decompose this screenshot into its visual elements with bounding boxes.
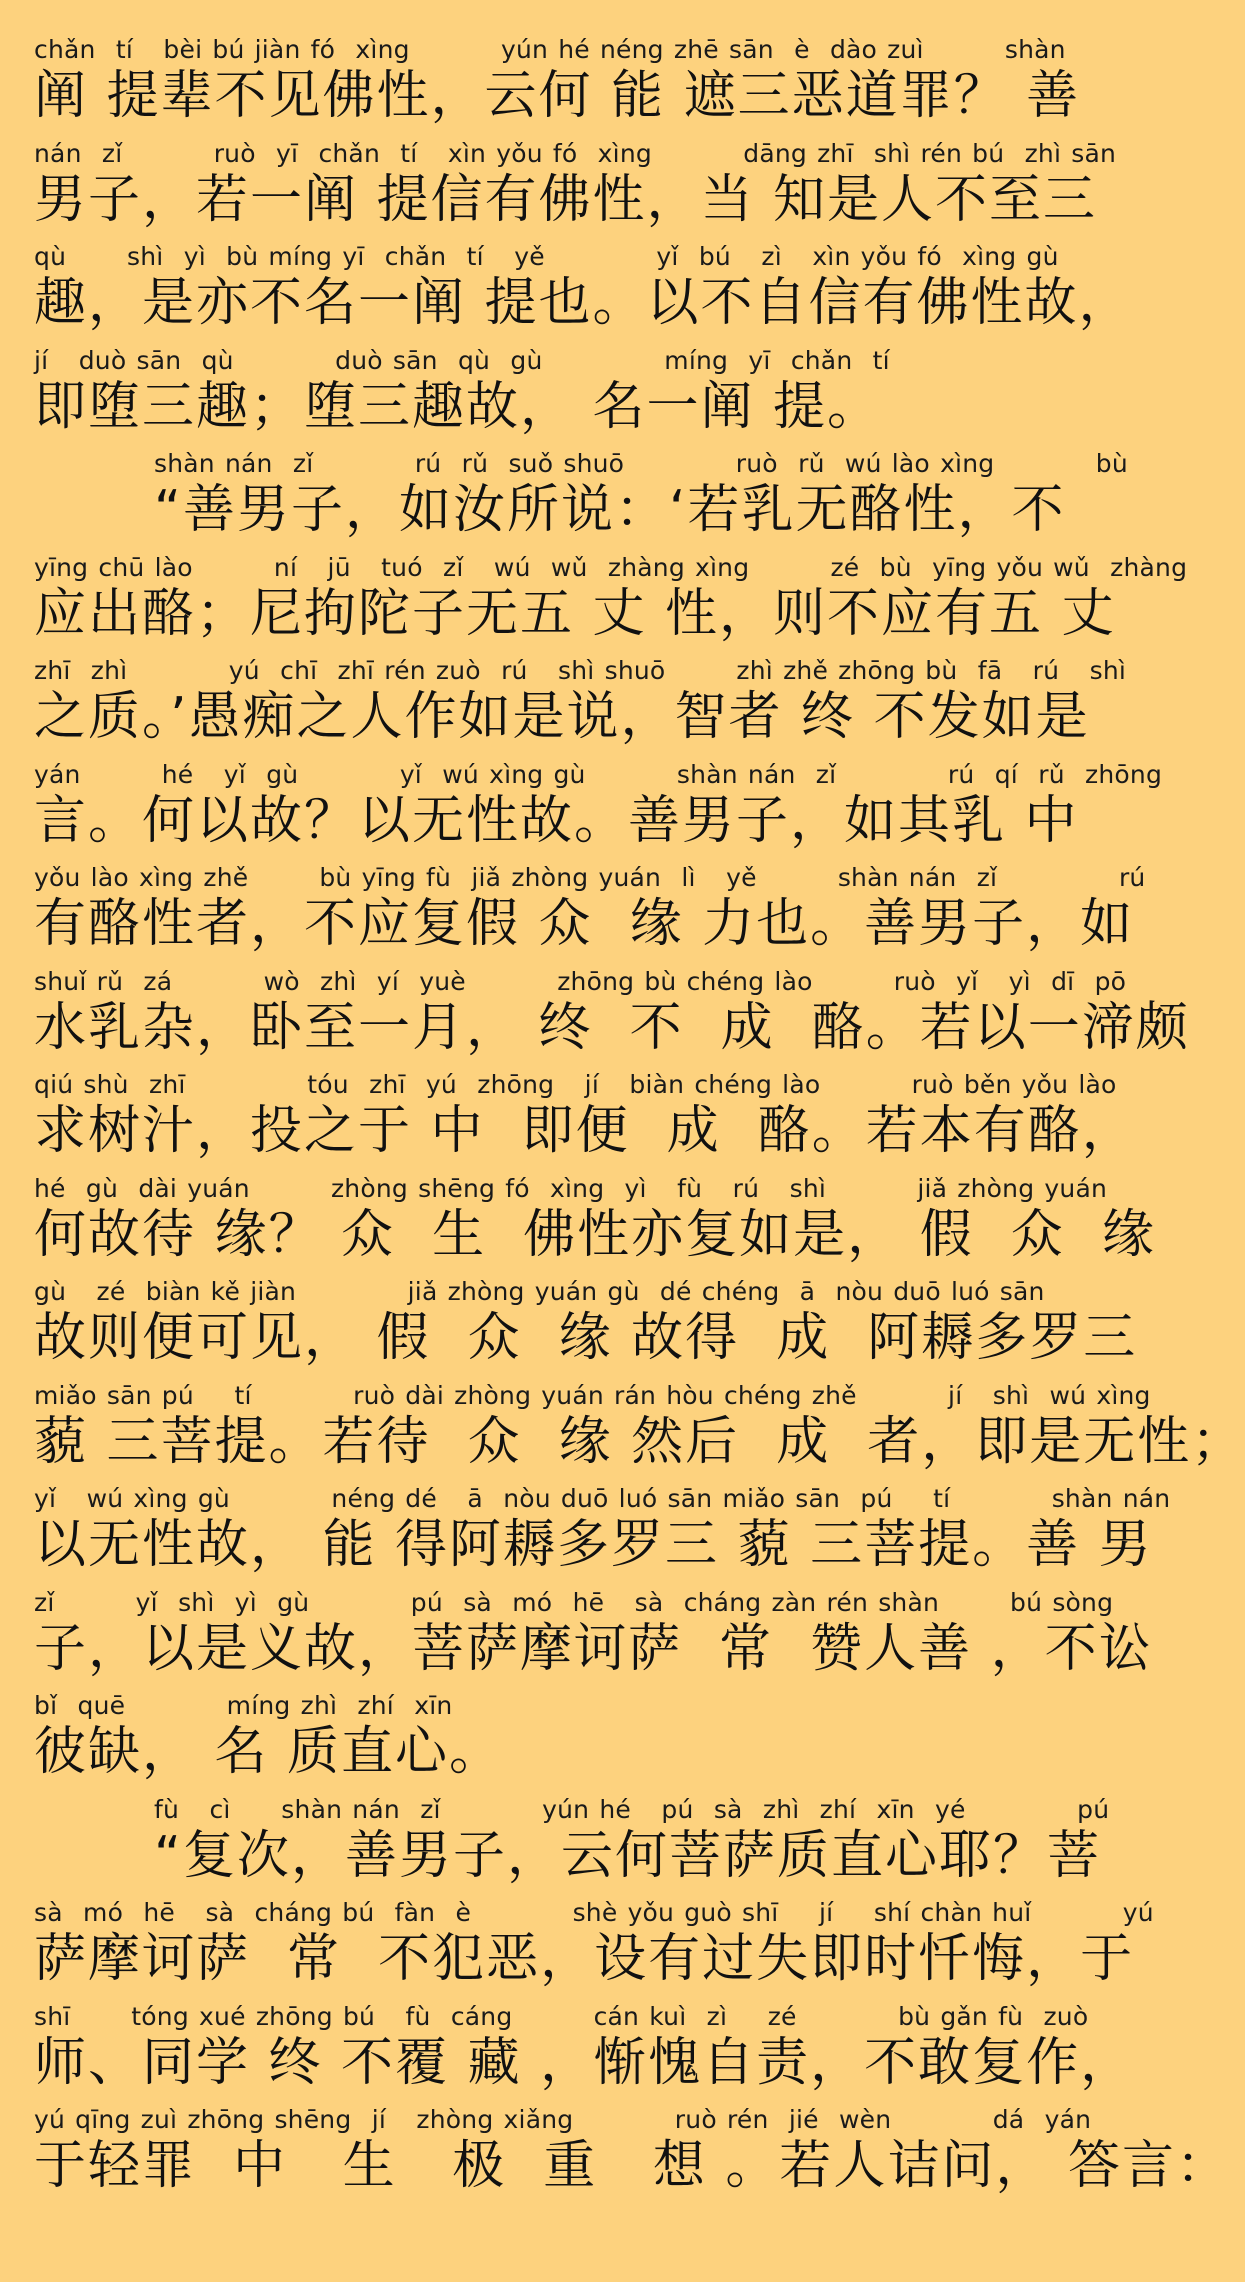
text-line xyxy=(34,1380,1245,1484)
pinyin-annotation: miǎo sān pú tí ruò dài zhòng yuán rán hòu chéng zhě jí shì wú xìng xyxy=(34,1380,1151,1410)
pinyin-annotation: hé gù dài yuán zhòng shēng fó xìng yì fù rú shì jiǎ zhòng yuán xyxy=(34,1173,1108,1203)
chinese-text: 藐 三菩提。若待 众 缘 然后 成 者，即是无性； xyxy=(34,1411,1245,1472)
pinyin-annotation: yǐ wú xìng gù néng dé ā nòu duō luó sān miǎo sān pú tí shàn nán xyxy=(34,1484,1171,1513)
pinyin-annotation: gù zé biàn kě jiàn jiǎ zhòng yuán gù dé chéng ā nòu duō luó sān xyxy=(34,1277,1045,1306)
text-line-paragraph-start xyxy=(34,448,1128,552)
text-line xyxy=(34,1173,1156,1277)
chinese-text: 水乳杂，卧至一月， 终 不 成 酪。若以一渧颇 xyxy=(34,997,1190,1058)
chinese-text: “复次，善男子，云何菩萨质直心耶？菩 xyxy=(154,1825,1101,1886)
text-line xyxy=(34,1587,1153,1691)
pinyin-annotation: yú qīng zuì zhōng shēng jí zhòng xiǎng ruò rén jié wèn dá yán xyxy=(34,2105,1092,2134)
chinese-text: 于轻罪 中 生 极 重 想 。若人诘问， 答言： xyxy=(34,2136,1230,2196)
chinese-text: 何故待 缘？ 众 生 佛性亦复如是， 假 众 缘 xyxy=(34,1204,1156,1265)
text-line xyxy=(34,138,1117,242)
pinyin-annotation: sà mó hē sà cháng bú fàn è shè yǒu guò shī jí shí chàn huǐ yú xyxy=(34,1898,1154,1927)
text-line xyxy=(34,759,1163,863)
text-line-paragraph-start xyxy=(34,1794,1110,1898)
chinese-text: 男子，若一阐 提信有佛性，当 知是人不至三 xyxy=(34,169,1098,230)
pinyin-annotation: zhī zhì yú chī zhī rén zuò rú shì shuō zhì zhě zhōng bù fā rú shì xyxy=(34,656,1127,685)
chinese-text: 萨摩诃萨 常 不犯恶，设有过失即时忏悔，于 xyxy=(34,1929,1135,1989)
text-line xyxy=(34,241,1133,345)
pinyin-annotation: fù cì shàn nán zǐ yún hé pú sà zhì zhí xīn yé pú xyxy=(154,1794,1110,1824)
text-line xyxy=(34,345,1050,449)
chinese-text: 师、同学 终 不覆 藏 ，惭愧自责，不敢复作， xyxy=(34,2032,1135,2093)
pinyin-annotation: shī tóng xué zhōng bú fù cáng cán kuì zì zé bù gǎn fù zuò xyxy=(34,2001,1089,2031)
pinyin-annotation: nán zǐ ruò yī chǎn tí xìn yǒu fó xìng dāng zhī shì rén bú zhì sān xyxy=(34,138,1117,168)
pinyin-annotation: chǎn tí bèi bú jiàn fó xìng yún hé néng zhē sān è dào zuì shàn xyxy=(34,35,1066,64)
chinese-text: 求树汁，投之于 中 即便 成 酪。若本有酪， xyxy=(34,1101,1136,1161)
chinese-text: 有酪性者，不应复假 众 缘 力也。善男子，如 xyxy=(34,894,1135,954)
text-line xyxy=(34,2001,1135,2105)
chinese-text: 趣，是亦不名一阐 提也。以不自信有佛性故， xyxy=(34,273,1133,333)
pinyin-annotation: zǐ yǐ shì yì gù pú sà mó hē sà cháng zàn rén shàn bú sòng xyxy=(34,1587,1114,1617)
pinyin-annotation: bǐ quē míng zhì zhí xīn xyxy=(34,1691,453,1720)
chinese-text: 即堕三趣；堕三趣故， 名一阐 提。 xyxy=(34,376,882,437)
text-line xyxy=(34,966,1190,1070)
pinyin-annotation: qiú shù zhī tóu zhī yú zhōng jí biàn chéng lào ruò běn yǒu lào xyxy=(34,1070,1117,1099)
chinese-text: 言。何以故？以无性故。善男子，如其乳 中 xyxy=(34,790,1079,851)
chinese-text: 之质。’愚痴之人作如是说，智者 终 不发如是 xyxy=(34,687,1090,747)
text-line xyxy=(34,1690,1050,1794)
chinese-text: 阐 提辈不见佛性，云何 能 遮三恶道罪？ 善 xyxy=(34,66,1081,126)
chinese-text: 子，以是义故，菩萨摩诃萨 常 赞人善 ，不讼 xyxy=(34,1618,1153,1679)
text-line xyxy=(34,1069,1136,1173)
text-line xyxy=(34,34,1081,138)
pinyin-annotation: shuǐ rǔ zá wò zhì yí yuè zhōng bù chéng lào ruò yǐ yì dī pō xyxy=(34,966,1127,996)
text-line xyxy=(34,1483,1171,1587)
pinyin-annotation: jí duò sān qù duò sān qù gù míng yī chǎn tí xyxy=(34,345,890,375)
chinese-text: 故则便可见， 假 众 缘 故得 成 阿耨多罗三 xyxy=(34,1308,1138,1368)
text-line xyxy=(34,1897,1154,2001)
pinyin-annotation: shàn nán zǐ rú rǔ suǒ shuō ruò rǔ wú lào xìng bù xyxy=(154,449,1128,478)
text-line xyxy=(34,1276,1138,1380)
pinyin-annotation: yǒu lào xìng zhě bù yīng fù jiǎ zhòng yuán lì yě shàn nán zǐ rú xyxy=(34,863,1146,892)
chinese-text: 彼缺， 名 质直心。 xyxy=(34,1722,504,1782)
chinese-text: 以无性故， 能 得阿耨多罗三 藐 三菩提。善 男 xyxy=(34,1515,1153,1575)
pinyin-annotation: yán hé yǐ gù yǐ wú xìng gù shàn nán zǐ rú qí rǔ zhōng xyxy=(34,759,1163,789)
text-line xyxy=(34,552,1188,656)
text-line xyxy=(34,2104,1230,2208)
chinese-text: 应出酪；尼拘陀子无五 丈 性，则不应有五 丈 xyxy=(34,583,1116,644)
chinese-text: “善男子，如汝所说：‘若乳无酪性，不 xyxy=(154,480,1066,540)
text-line xyxy=(34,862,1146,966)
pinyin-annotation: yīng chū lào ní jū tuó zǐ wú wǔ zhàng xìng zé bù yīng yǒu wǔ zhàng xyxy=(34,552,1188,582)
text-line xyxy=(34,655,1127,759)
pinyin-annotation: qù shì yì bù míng yī chǎn tí yě yǐ bú zì xìn yǒu fó xìng gù xyxy=(34,242,1059,271)
